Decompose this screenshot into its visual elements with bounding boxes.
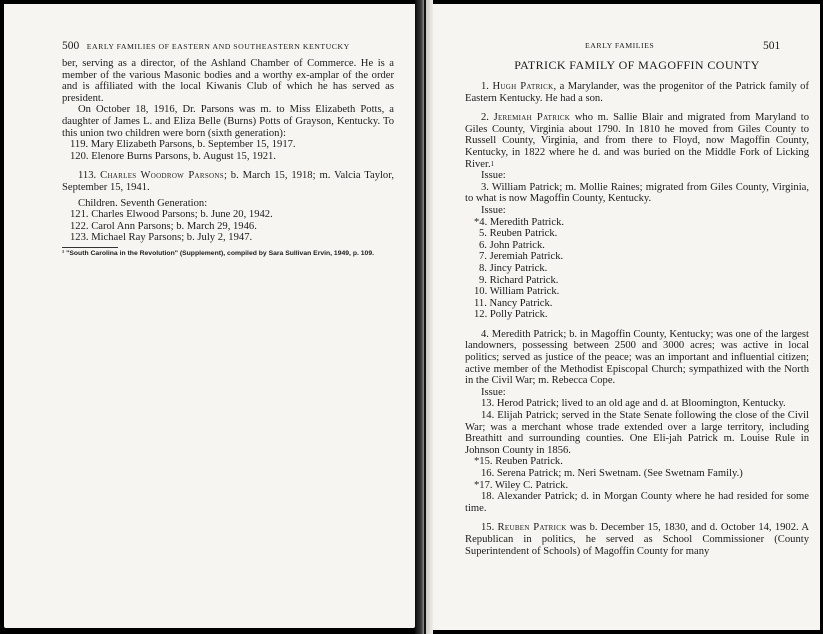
gutter-line <box>424 0 426 634</box>
right-body <box>465 81 809 557</box>
list-item: 12. Polly Patrick. <box>474 309 548 321</box>
entry-name: Jeremiah Patrick <box>493 112 571 124</box>
footnote: ¹ "South Carolina in the Revolution" (Supplement), compiled by Sara Sullivan Ervin, 1949, p. 109. <box>62 249 374 257</box>
left-running-head <box>62 40 350 52</box>
entry-name: Reuben Patrick <box>497 522 567 534</box>
paragraph-1 <box>465 81 809 104</box>
right-page-number-wrap <box>763 40 780 52</box>
list-item: 120. Elenore Burns Parsons, b. August 15, 1921. <box>70 150 276 162</box>
right-running-head <box>585 40 654 51</box>
list-item: 11. Nancy Patrick. <box>474 297 553 309</box>
entry-number: 2. <box>481 112 489 124</box>
paragraph: On October 18, 1916, Dr. Parsons was m. to Miss Elizabeth Potts, a daughter of James L. and Eliza Belle (Burns) Potts of Grayson, Kentucky. To this union two children were born (sixth generation): <box>62 104 394 139</box>
issue-label: Issue: <box>481 170 506 182</box>
paragraph: ber, serving as a director, of the Ashland Chamber of Commerce. He is a member of the various Masonic bodies and a worthy ex-amplar of the order and is affiliated with the local Kiwanis Club of which he has served as president. <box>62 58 394 104</box>
paragraph-15 <box>465 522 809 557</box>
entry-name: Hugh Patrick <box>492 81 554 92</box>
list-item: 9. Richard Patrick. <box>479 274 559 286</box>
entry-text: was b. December 15, 1830, and d. October 14, 1902. A Republican in politics, he served as School Commissioner (County Superintendent of Schools) of Magoffin County for many <box>465 522 809 557</box>
left-body <box>62 58 394 258</box>
right-running-title: EARLY FAMILIES <box>585 41 655 50</box>
left-page-number: 500 <box>62 40 80 52</box>
list-item: 122. Carol Ann Parsons; b. March 29, 1946. <box>70 220 257 232</box>
entry-16: 16. Serena Patrick; m. Neri Swetnam. (See Swetnam Family.) <box>481 468 743 479</box>
left-running-title: EARLY FAMILIES OF EASTERN AND SOUTHEASTERN KENTUCKY <box>86 42 350 51</box>
footnote-marker: 1 <box>490 159 495 168</box>
paragraph-3: 3. William Patrick; m. Mollie Raines; migrated from Giles County, Virginia, to what is now Magoffin County, Kentucky. <box>465 181 809 205</box>
chapter-title: PATRICK FAMILY OF MAGOFFIN COUNTY <box>514 58 760 72</box>
entry-18: 18. Alexander Patrick; d. in Morgan County where he had resided for some time. <box>465 491 809 514</box>
entry-13: 13. Herod Patrick; lived to an old age and d. at Bloomington, Kentucky. <box>481 398 786 410</box>
list-item: 123. Michael Ray Parsons; b. July 2, 1947. <box>70 232 253 244</box>
entry-14: 14. Elijah Patrick; served in the State Senate following the close of the Civil War; was a merchant whose trade extended over a large territory, including Breathitt and surrounding counties. One Eli-jah Patrick m. Louise Rule in Johnson County in 1856. <box>465 410 809 456</box>
entry-17: *17. Wiley C. Patrick. <box>474 479 569 491</box>
list-item: *4. Meredith Patrick. <box>474 216 565 228</box>
entry-number: 113. <box>78 170 97 182</box>
list-item: 10. William Patrick. <box>474 286 560 298</box>
entry-113 <box>62 170 394 193</box>
paragraph-2 <box>465 112 809 170</box>
entry-name: Charles Woodrow Parsons <box>100 170 224 182</box>
left-page <box>4 4 415 628</box>
list-item: 6. John Patrick. <box>479 239 545 251</box>
entry-text: ; b. March 15, 1918; m. Valcia Taylor, September 15, 1941. <box>62 170 394 193</box>
children-heading: Children. Seventh Generation: <box>78 197 208 209</box>
list-item: 5. Reuben Patrick. <box>479 228 558 240</box>
footnote-rule <box>62 247 118 248</box>
list-item: 7. Jeremiah Patrick. <box>479 251 564 263</box>
list-item: 121. Charles Elwood Parsons; b. June 20, 1942. <box>70 209 273 221</box>
entry-text: who m. Sallie Blair and migrated from Maryland to Giles County, Virginia about 1790. In 1810 he moved from Giles County to Russell County, Virginia, and from there to Floyd, now Magoffin County, Kentucky, in 1822 where he d. and was buried on the Middle Fork of Licking River. <box>465 112 809 170</box>
entry-15: *15. Reuben Patrick. <box>474 456 563 468</box>
entry-text: , a Marylander, was the progenitor of the Patrick family of Eastern Kentucky. He had a son. <box>465 81 809 104</box>
issue-label: Issue: <box>481 386 506 398</box>
list-item: 8. Jincy Patrick. <box>479 262 548 274</box>
list-item: 119. Mary Elizabeth Parsons, b. September 15, 1917. <box>70 139 296 151</box>
right-page <box>433 4 820 630</box>
entry-number: 1. <box>481 81 489 92</box>
issue-label: Issue: <box>481 204 506 216</box>
entry-number: 15. <box>481 522 495 534</box>
paragraph-4: 4. Meredith Patrick; b. in Magoffin County, Kentucky; was one of the largest landowners, possessing between 2500 and 3000 acres; was active in local politics; served as justice of the peace; was an important and influential citizen; active member of the Methodist Episcopal Church; sympathized with the North in the Civil War; m. Rebecca Cope. <box>465 328 809 387</box>
right-page-number: 501 <box>763 40 781 52</box>
